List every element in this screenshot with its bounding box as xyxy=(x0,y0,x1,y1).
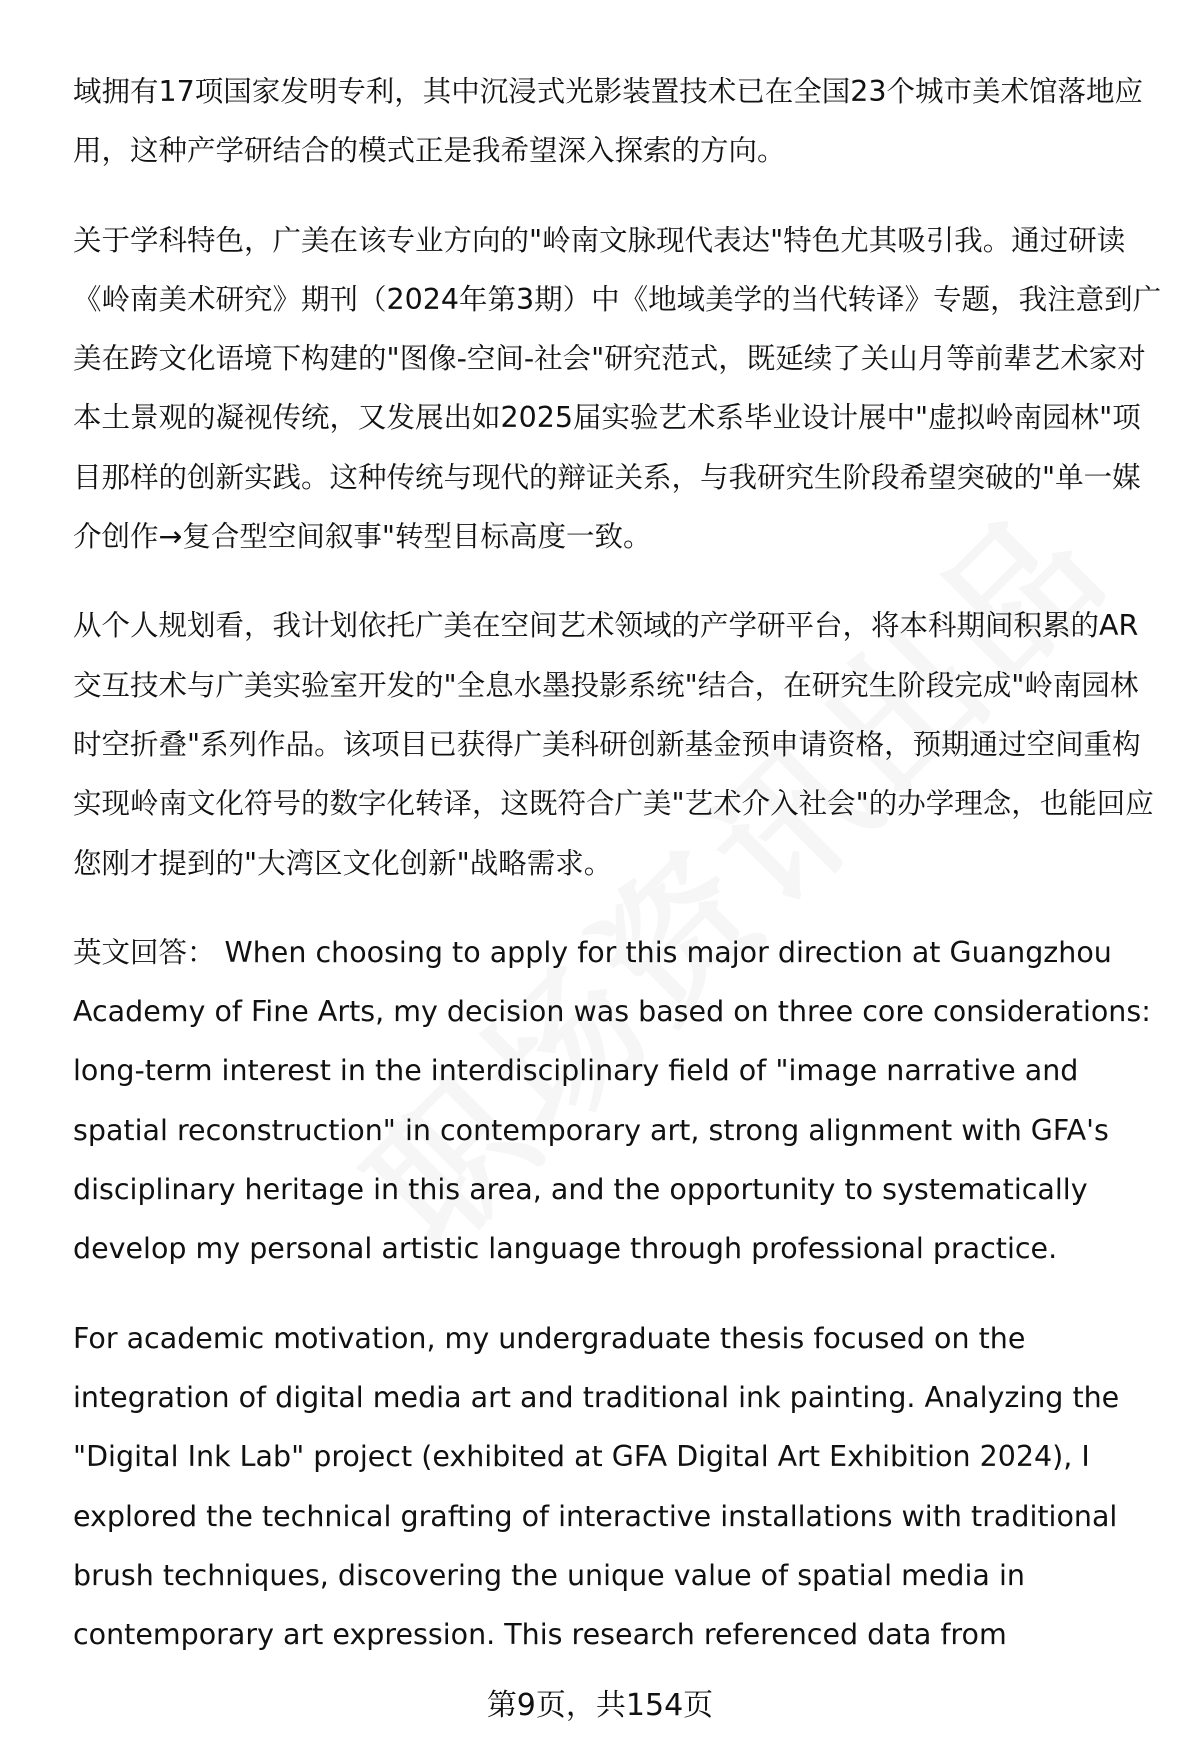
paragraph-discipline-features: 关于学科特色，广美在该专业方向的"岭南文脉现代表达"特色尤其吸引我。通过研读《岭南美术研究》期刊（2024年第3期）中《地域美学的当代转译》专题，我注意到广美在跨文化语境下构建的"图像-空间-社会"研究范式，既延续了关山月等前辈艺术家对本土景观的凝视传统，又发展出如2025届实验艺术系毕业设计展中"虚拟岭南园林"项目那样的创新实践。这种传统与现代的辩证关系，与我研究生阶段希望突破的"单一媒介创作→复合型空间叙事"转型目标高度一致。 xyxy=(73,223,1162,554)
paragraph-personal-plan: 从个人规划看，我计划依托广美在空间艺术领域的产学研平台，将本科期间积累的AR交互技术与广美实验室开发的"全息水墨投影系统"结合，在研究生阶段完成"岭南园林时空折叠"系列作品。该项目已获得广美科研创新基金预申请资格，预期通过空间重构实现岭南文化符号的数字化转译，这既符合广美"艺术介入社会"的办学理念，也能回应您刚才提到的"大湾区文化创新"战略需求。 xyxy=(73,609,1154,880)
paragraph-gap xyxy=(73,181,1163,211)
document-body xyxy=(73,62,1163,1664)
paragraph-gap xyxy=(73,566,1163,596)
paragraph-english-answer: 英文回答： When choosing to apply for this major direction at Guangzhou Academy of Fine Arts, my decision was based on three core considerations: long-term interest in the interdisciplinary field of "image narrative and spatial reconstruction" in contemporary art, strong alignment with GFA's disciplinary heritage in this area, and the opportunity to systematically develop my personal artistic language through professional practice. xyxy=(73,935,1151,1266)
page-number-footer: 第9页，共154页 xyxy=(486,1688,714,1723)
paragraph-gap xyxy=(73,1279,1163,1309)
paragraph-gap xyxy=(73,893,1163,923)
paragraph-academic-motivation: For academic motivation, my undergraduate thesis focused on the integration of digital media art and traditional ink painting. Analyzing the "Digital Ink Lab" project (exhibited at GFA Digital Art Exhibition 2024), I explored the technical grafting of interactive installations with traditional brush techniques, discovering the unique value of spatial media in contemporary art expression. This research referenced data from xyxy=(73,1321,1120,1652)
paragraph-patents: 域拥有17项国家发明专利，其中沉浸式光影装置技术已在全国23个城市美术馆落地应用，这种产学研结合的模式正是我希望深入探索的方向。 xyxy=(73,75,1144,168)
